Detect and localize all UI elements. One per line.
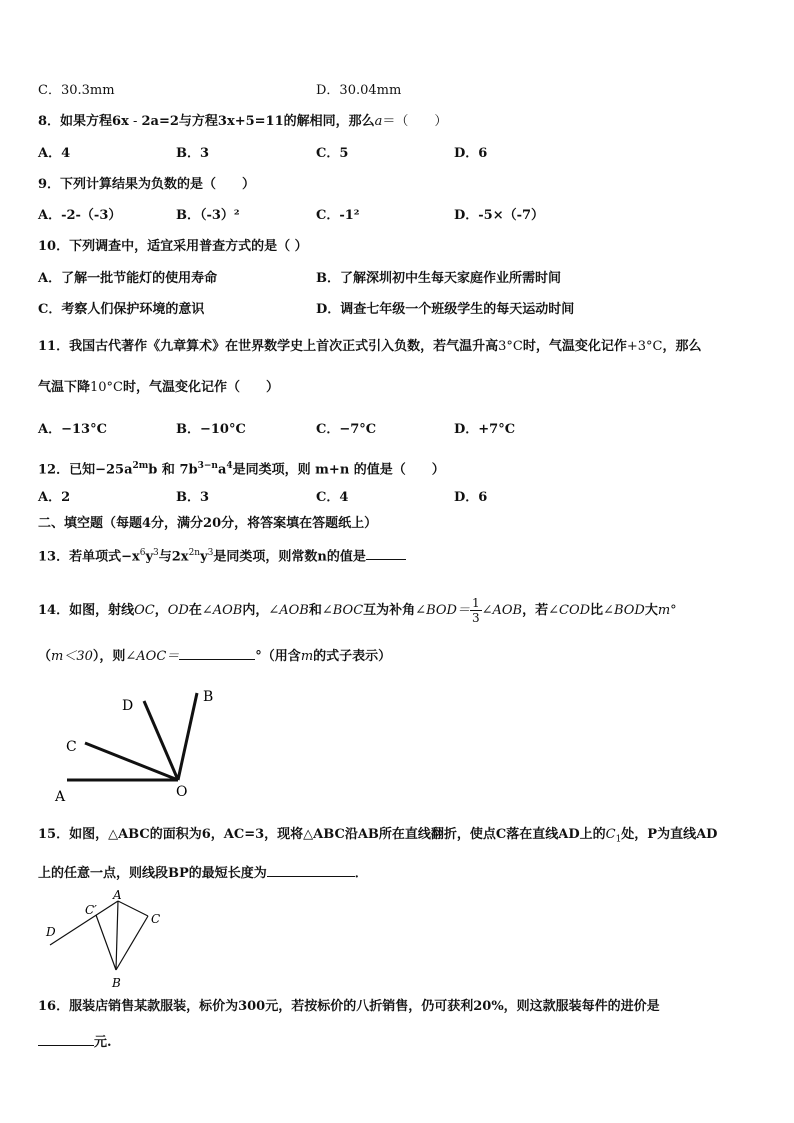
label-d: D	[46, 925, 56, 939]
label-b: B	[203, 689, 214, 705]
question-11-line2: 气温下降10°C时，气温变化记作（ ）	[38, 380, 280, 395]
question-12-stem: 12．已知$-25a^{2m}b$ 和 $7b^{3-n}a^4$是同类项，则 m+n 的值是（ ）	[38, 461, 445, 478]
option-a: A．2	[38, 490, 71, 505]
option-d: D．-5×（-7）	[454, 208, 545, 223]
answer-blank[interactable]	[38, 1031, 94, 1046]
fold-figure	[40, 888, 180, 998]
segment-ab	[116, 901, 118, 970]
question-10-stem: 10．下列调查中，适宜采用普查方式的是（ ）	[38, 239, 308, 254]
label-c-prime: C′	[85, 903, 97, 917]
label-b: B	[112, 976, 121, 990]
option-d: D．30.04mm	[316, 83, 402, 98]
segment-c1b	[96, 915, 116, 970]
option-d: D．+7°C	[454, 422, 516, 437]
option-a: A．−13°C	[38, 422, 107, 437]
option-c: C．5	[316, 146, 349, 161]
option-a: A．-2-（-3）	[38, 208, 122, 223]
question-16-line1: 16．服装店销售某款服装，标价为300元，若按标价的八折销售，仍可获利20%，则这款服装每件的进价是	[38, 999, 660, 1014]
question-9-stem: 9．下列计算结果为负数的是（ ）	[38, 177, 256, 192]
line-ad	[50, 901, 118, 945]
option-b: B．（-3）²	[176, 208, 240, 223]
option-d: D．6	[454, 146, 488, 161]
section-heading: 二、填空题（每题4分，满分20分，将答案填在答题纸上）	[38, 516, 378, 531]
question-8-stem: 8．如果方程6x - 2a=2与方程3x+5=11的解相同，那么a＝（ ）	[38, 114, 448, 129]
question-15-line1: 15．如图，△ABC的面积为6，AC=3，现将△ABC沿AB所在直线翻折，使点C落在直线AD上的$C_1$处，P为直线AD	[38, 827, 718, 845]
label-a: A	[55, 789, 66, 805]
label-d: D	[122, 698, 134, 714]
fraction-one-third: $\frac{1}{3}$	[471, 596, 480, 625]
angle-figure	[40, 680, 230, 810]
segment-ac	[118, 901, 148, 916]
ray-ob	[178, 693, 197, 780]
option-b: B．了解深圳初中生每天家庭作业所需时间	[316, 271, 561, 286]
option-a: A．了解一批节能灯的使用寿命	[38, 271, 218, 286]
label-c: C	[66, 739, 77, 755]
answer-blank[interactable]	[179, 645, 255, 660]
question-16-line2: 元.	[38, 1031, 112, 1052]
question-14-line2: （m＜30），则∠AOC＝ °（用含m的式子表示）	[38, 645, 391, 666]
option-c: C．30.3mm	[38, 83, 115, 98]
option-c: C．考察人们保护环境的意识	[38, 302, 205, 317]
question-13-stem: 13．若单项式$-x^6y^3$与$2x^{2n}y^3$是同类项，则常数n的值是	[38, 544, 406, 566]
option-b: B．3	[176, 146, 210, 161]
label-o: O	[176, 784, 188, 800]
option-c: C．−7°C	[316, 422, 377, 437]
answer-blank[interactable]	[366, 545, 406, 560]
option-c: C．-1²	[316, 208, 360, 223]
answer-blank[interactable]	[267, 862, 355, 877]
label-c: C	[151, 912, 161, 926]
option-d: D．调查七年级一个班级学生的每天运动时间	[316, 302, 575, 317]
option-d: D．6	[454, 490, 488, 505]
question-14-line1: 14．如图，射线OC，OD在∠AOB内，∠AOB和∠BOC互为补角∠BOD＝ $\frac{1}{3}$ ∠AOB，若∠COD比∠BOD大m°	[38, 596, 677, 625]
segment-cb	[116, 916, 148, 970]
label-a: A	[113, 888, 122, 902]
option-b: B．3	[176, 490, 210, 505]
question-15-line2: 上的任意一点，则线段BP的最短长度为 ．	[38, 862, 368, 883]
option-c: C．4	[316, 490, 349, 505]
question-11-line1: 11．我国古代著作《九章算术》在世界数学史上首次正式引入负数，若气温升高3°C时，气温变化记作+3°C，那么	[38, 339, 702, 354]
option-a: A．4	[38, 146, 71, 161]
option-b: B．−10°C	[176, 422, 246, 437]
